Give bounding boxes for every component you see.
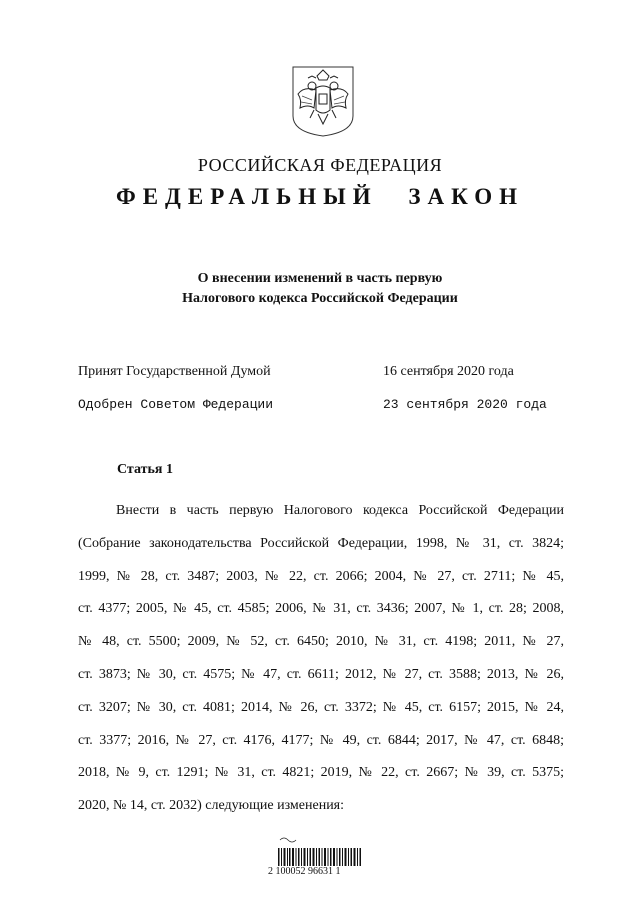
article-line: (Собрание законодательства Российской Федерации, 1998, № 31, ст. 3824; [78, 535, 564, 551]
barcode-icon [272, 836, 372, 886]
document-type: ФЕДЕРАЛЬНЫЙ ЗАКОН [115, 184, 525, 209]
article-body [78, 495, 564, 823]
council-label: Одобрен Советом Федерации [78, 397, 274, 412]
adoption-council [78, 397, 547, 412]
article-heading: Статья 1 [117, 462, 173, 477]
article-line: 2020, № 14, ст. 2032) следующие изменения: [78, 798, 345, 814]
article-line: № 48, ст. 5500; 2009, № 52, ст. 6450; 2010, № 31, ст. 4198; 2011, № 27, [78, 634, 564, 650]
coat-of-arms-icon [290, 64, 356, 138]
duma-date: 16 сентября 2020 года [383, 364, 514, 379]
country-name: РОССИЙСКАЯ ФЕДЕРАЦИЯ [197, 155, 443, 175]
article-line: Внести в часть первую Налогового кодекса Российской Федерации [116, 503, 564, 518]
duma-label: Принят Государственной Думой [78, 364, 271, 379]
article-line: 2018, № 9, ст. 1291; № 31, ст. 4821; 2019, № 22, ст. 2667; № 39, ст. 5375; [78, 765, 564, 781]
law-title-line-1: О внесении изменений в часть первую [197, 271, 443, 286]
article-line: 1999, № 28, ст. 3487; 2003, № 22, ст. 2066; 2004, № 27, ст. 2711; № 45, [78, 568, 564, 584]
article-line: ст. 3377; 2016, № 27, ст. 4176, 4177; № 49, ст. 6844; 2017, № 47, ст. 6848; [78, 732, 564, 748]
council-date: 23 сентября 2020 года [383, 397, 547, 412]
law-title-line-2: Налогового кодекса Российской Федерации [182, 291, 458, 306]
article-line: ст. 4377; 2005, № 45, ст. 4585; 2006, № 31, ст. 3436; 2007, № 1, ст. 28; 2008, [78, 601, 564, 617]
article-line: ст. 3873; № 30, ст. 4575; № 47, ст. 6611; 2012, № 27, ст. 3588; 2013, № 26, [78, 666, 564, 682]
barcode-number: 2 100052 96631 1 [268, 866, 341, 877]
article-line: ст. 3207; № 30, ст. 4081; 2014, № 26, ст. 3372; № 45, ст. 6157; 2015, № 24, [78, 699, 564, 715]
law-title [0, 269, 640, 309]
adoption-duma [78, 364, 514, 380]
